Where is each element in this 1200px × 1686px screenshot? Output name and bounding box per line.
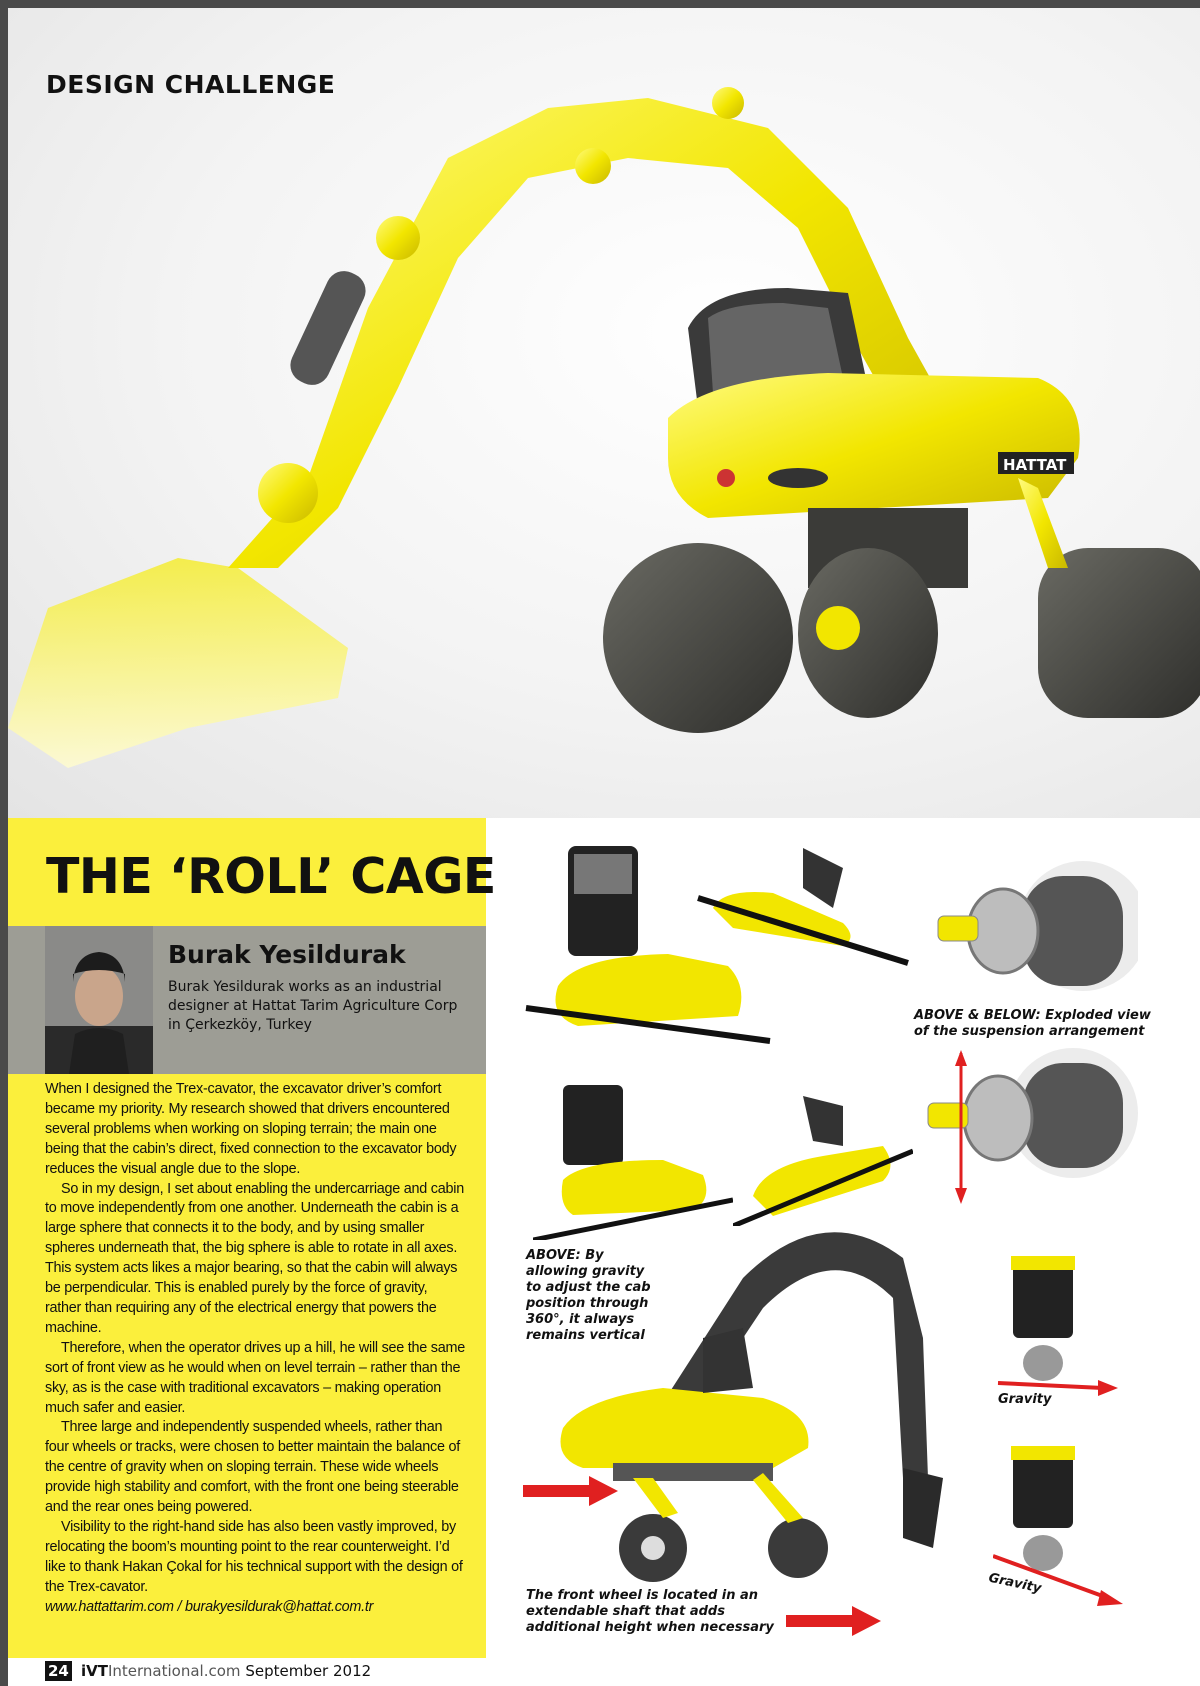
excavator-side-figure <box>523 1218 943 1588</box>
headline: THE ‘ROLL’ CAGE <box>46 848 496 905</box>
article-paragraph: Three large and independently suspended wheels, rather than four wheels or tracks, were chosen to better maintain the balance of the centre of gravity when on sloping terrain. These wide wheels provide high stability and comfort, with the front one being steerable and the rear ones being powered. <box>45 1419 460 1516</box>
caption-suspension: ABOVE & BELOW: Exploded view of the suspension arrangement <box>914 1008 1151 1039</box>
article-paragraph: Visibility to the right-hand side has also been vastly improved, by relocating the boom’s mounting point to the rear counterweight. I’d like to thank Hakan Çokal for his technical support with the design of the Trex-cavator. <box>45 1518 463 1595</box>
section-label: DESIGN CHALLENGE <box>46 70 336 99</box>
caption-front-wheel: The front wheel is located in an extendable shaft that adds additional height when necessary <box>526 1588 774 1635</box>
suspension-exploded-figure <box>928 856 1138 996</box>
article-paragraph: Therefore, when the operator drives up a hill, he will see the same sort of front view as he would when on level terrain – rather than the sky, as is the case with traditional excavators – making operation much safer and easier. <box>45 1339 466 1416</box>
hero-image <box>8 8 1200 818</box>
red-arrow-bottom <box>786 1606 881 1636</box>
footer-brand: iVT <box>81 1662 108 1680</box>
gravity-cab-figure-1 <box>993 1248 1133 1398</box>
gravity-label-1: Gravity <box>998 1392 1052 1407</box>
footer-domain: International.com <box>107 1662 241 1680</box>
red-arrow-left <box>523 1476 618 1506</box>
author-bio: Burak Yesildurak works as an industrial designer at Hattat Tarim Agriculture Corp in Çerkezköy, Turkey <box>168 979 458 1033</box>
gravity-label-2: Gravity <box>987 1570 1043 1597</box>
magazine-page <box>8 8 1200 1686</box>
cab-tilted-figure-2 <box>733 1086 913 1226</box>
caption-gravity-cab: ABOVE: By allowing gravity to adjust the cab position through 360°, it always remains vertical <box>526 1248 651 1343</box>
article-paragraph: When I designed the Trex-cavator, the excavator driver’s comfort became my priority. My research showed that drivers encountered several problems when working on sloping terrain; the main one being that the cabin’s direct, fixed connection to the excavator body reduces the visual angle due to the slope. <box>45 1081 457 1177</box>
author-photo <box>45 926 153 1074</box>
cab-level-figure-2 <box>533 1080 733 1240</box>
excavator-render <box>8 8 1200 818</box>
footer-publication <box>81 1662 371 1680</box>
page-number: 24 <box>45 1661 72 1681</box>
footer-date: September 2012 <box>245 1662 372 1680</box>
hattat-plate: HATTAT <box>1003 456 1067 474</box>
author-name: Burak Yesildurak <box>168 940 406 969</box>
article-body <box>45 1080 465 1617</box>
article-paragraph: So in my design, I set about enabling the undercarriage and cabin to move independently from one another. Underneath the cabin is a large sphere that connects it to the body, and by using smaller spheres underneath that, the big sphere is able to rotate in all axes. This system acts likes a major bearing, so that the cabin will always be perpendicular. This is enabled purely by the force of gravity, rather than requiring any of the electrical energy that powers the machine. <box>45 1180 464 1336</box>
cab-tilted-figure <box>693 828 913 968</box>
article-links[interactable]: www.hattattarim.com / burakyesildurak@hattat.com.tr <box>45 1598 374 1615</box>
suspension-exploded-figure-2 <box>913 1048 1138 1213</box>
